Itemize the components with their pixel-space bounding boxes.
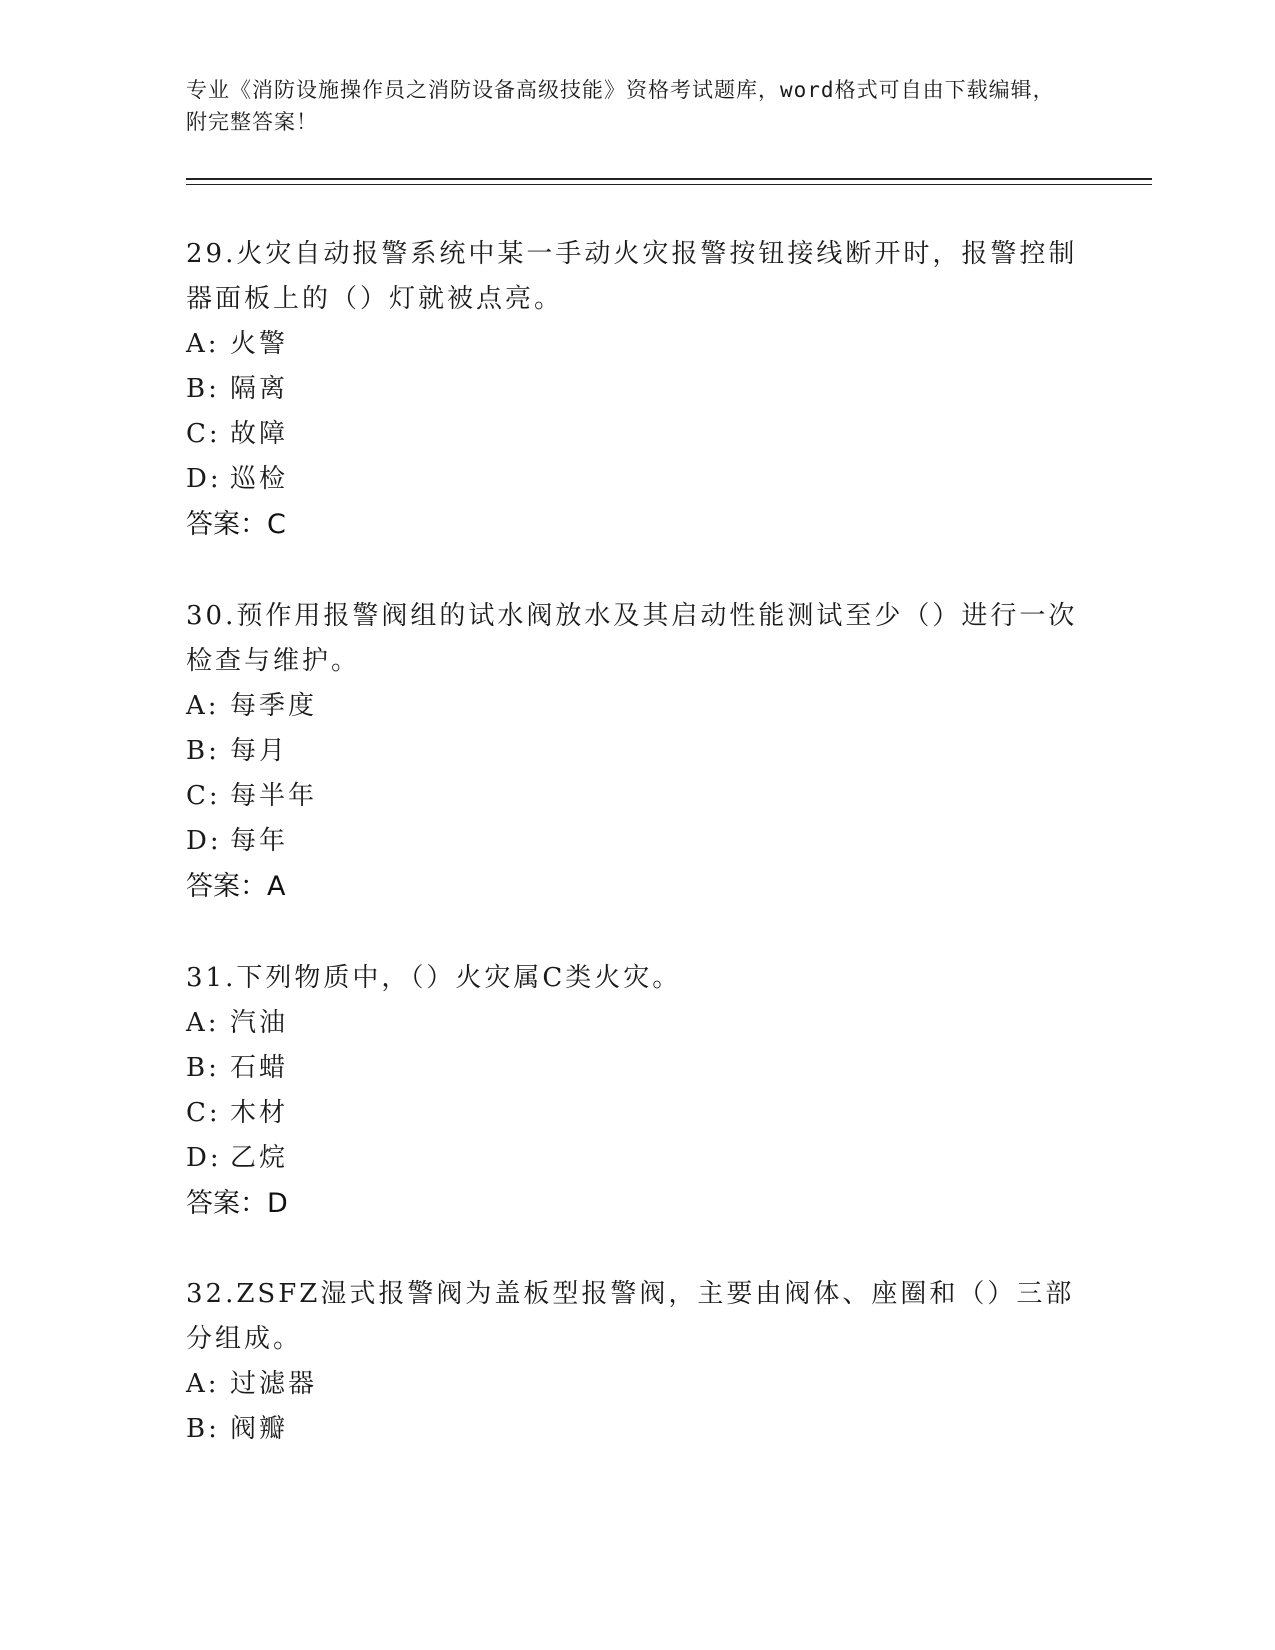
option-a [186, 1362, 1086, 1407]
option-value: 每季度 [230, 691, 318, 721]
option-b [186, 729, 1086, 774]
question-32 [186, 1272, 1086, 1452]
option-key: B: [186, 1053, 220, 1083]
option-value: 巡检 [230, 464, 289, 494]
option-a [186, 1001, 1086, 1046]
option-key: B: [186, 374, 220, 404]
option-value: 乙烷 [230, 1143, 289, 1173]
option-key: A: [186, 1008, 220, 1038]
option-d [186, 1136, 1086, 1181]
answer-text: 答案：A [186, 871, 286, 902]
option-value: 火警 [230, 329, 289, 359]
option-value: 每月 [230, 736, 289, 766]
option-value: 木材 [230, 1098, 289, 1128]
option-d [186, 457, 1086, 502]
option-key: C: [186, 1098, 221, 1128]
option-key: B: [186, 736, 220, 766]
question-text: 29.火灾自动报警系统中某一手动火灾报警按钮接线断开时，报警控制器面板上的（）灯就被点亮。 [186, 239, 1078, 314]
option-key: C: [186, 781, 221, 811]
document-intro: 专业《消防设施操作员之消防设备高级技能》资格考试题库，word格式可自由下载编辑，附完整答案！ [186, 78, 1055, 134]
option-value: 过滤器 [230, 1369, 318, 1399]
option-key: A: [186, 691, 220, 721]
option-value: 汽油 [230, 1008, 289, 1038]
option-value: 石蜡 [230, 1053, 289, 1083]
option-b [186, 1046, 1086, 1091]
option-c [186, 774, 1086, 819]
option-value: 每年 [230, 826, 289, 856]
question-30 [186, 594, 1086, 909]
question-31 [186, 956, 1086, 1226]
option-b [186, 367, 1086, 412]
option-value: 每半年 [230, 781, 318, 811]
option-key: D: [186, 464, 222, 494]
option-value: 隔离 [230, 374, 289, 404]
question-text: 31.下列物质中，（）火灾属C类火灾。 [186, 963, 682, 993]
header-divider-thick [186, 178, 1152, 180]
option-key: A: [186, 1369, 220, 1399]
option-key: A: [186, 329, 220, 359]
option-a [186, 684, 1086, 729]
option-a [186, 322, 1086, 367]
option-c [186, 1091, 1086, 1136]
option-value: 阀瓣 [230, 1414, 289, 1444]
option-c [186, 412, 1086, 457]
option-key: B: [186, 1414, 220, 1444]
answer-text: 答案：C [186, 509, 286, 540]
question-text: 32.ZSFZ湿式报警阀为盖板型报警阀，主要由阀体、座圈和（）三部分组成。 [186, 1279, 1075, 1354]
option-value: 故障 [230, 419, 289, 449]
option-key: C: [186, 419, 221, 449]
question-29 [186, 232, 1086, 547]
answer-text: 答案：D [186, 1188, 288, 1219]
option-b [186, 1407, 1086, 1452]
option-key: D: [186, 1143, 222, 1173]
question-text: 30.预作用报警阀组的试水阀放水及其启动性能测试至少（）进行一次检查与维护。 [186, 601, 1078, 676]
header-divider-thin [186, 184, 1152, 185]
option-d [186, 819, 1086, 864]
option-key: D: [186, 826, 222, 856]
